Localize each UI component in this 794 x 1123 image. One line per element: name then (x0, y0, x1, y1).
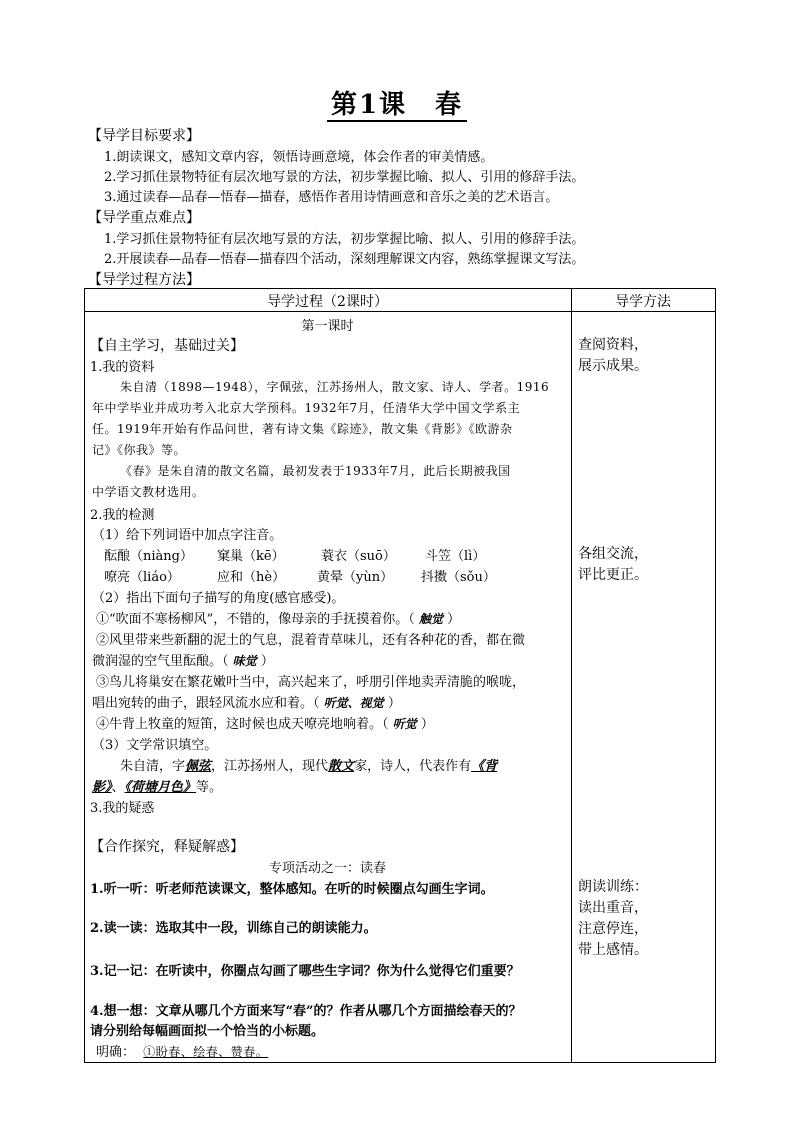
process-heading: 【导学过程方法】 (88, 272, 200, 288)
spring-line: 《春》是朱自清的散文名篇，最初发表于1933年7月，此后长期被我国 (120, 464, 511, 478)
keypoints-heading: 【导学重点难点】 (88, 210, 200, 226)
test-title: 2.我的检测 (90, 508, 155, 523)
question-2: （2）指出下面句子描写的角度(感官感受)。 (92, 591, 345, 606)
method-line: 注意停连， (578, 921, 648, 937)
table-left-border (84, 288, 85, 1063)
column-header-method: 导学方法 (615, 294, 671, 310)
keypoint-item: 2.开展读春—品春—悟春—描春四个活动，深刻理解课文内容，熟练掌握课文写法。 (104, 252, 585, 267)
keypoint-item: 1.学习抓住景物特征有层次地写景的方法，初步掌握比喻、拟人、引用的修辞手法。 (104, 232, 585, 247)
answer-courtesy-name: 佩弦 (185, 759, 212, 774)
answer-work-1a: 《背 (471, 759, 498, 774)
table-header-border (84, 311, 716, 312)
goal-item: 2.学习抓住景物特征有层次地写景的方法，初步掌握比喻、拟人、引用的修辞手法。 (104, 170, 585, 185)
page-title: 第1课 春 (0, 84, 794, 121)
bio-line: 年中学毕业并成功考入北京大学预科。1932年7月，任清华大学中国文学系主 (92, 401, 521, 415)
answer-hearing-sight: 听觉、视觉 (323, 696, 384, 710)
method-line: 读出重音， (578, 900, 648, 916)
pinyin-item: 酝酿（niàng） (104, 549, 193, 564)
lesson-label: 第一课时 (301, 319, 354, 334)
activity-item-1: 1.听一听：听老师范读课文，整体感知。在听的时候圈点勾画生字词。 (90, 882, 494, 897)
bio-line: 任。1919年开始有作品问世，著有诗文集《踪迹》，散文集《背影》《欧游杂 (92, 422, 513, 436)
activity-item-4a: 4.想一想：文章从哪几个方面来写“春”的？作者从哪几个方面描绘春天的？ (90, 1004, 522, 1019)
answer-work-2: 《荷塘月色》 (124, 780, 197, 795)
goals-heading: 【导学目标要求】 (88, 128, 200, 144)
clarification: 明确： ①盼春、绘春、赞春。 (96, 1045, 269, 1060)
literature-line-1: 朱自清，字佩弦，江苏扬州人，现代散文家，诗人，代表作有《背 (120, 759, 498, 774)
doubt-title: 3.我的疑惑 (90, 801, 155, 816)
goal-item: 1.朗读课文，感知文章内容，领悟诗画意境，体会作者的审美情感。 (104, 150, 494, 165)
method-line: 带上感情。 (578, 942, 648, 958)
pinyin-item: 斗笠（lì） (425, 549, 486, 564)
pinyin-item: 窠巢（kē） (217, 549, 285, 564)
table-bottom-border (84, 1062, 716, 1063)
pinyin-item: 蓑衣（suō） (321, 549, 396, 564)
bio-line: 记》《你我》等。 (92, 443, 187, 457)
method-line: 展示成果。 (578, 358, 648, 374)
sentence-3b: 唱出宛转的曲子，跟轻风流水应和着。（ 听觉、视觉 ） (92, 696, 401, 711)
activity-item-2: 2.读一读：选取其中一段，训练自己的朗读能力。 (90, 921, 377, 936)
table-right-border (715, 288, 716, 1063)
materials-title: 1.我的资料 (90, 360, 155, 375)
method-line: 评比更正。 (578, 567, 648, 583)
answer-smell: 味觉 (232, 654, 257, 668)
goal-item: 3.通过读春—品春—悟春—描春，感悟作者用诗情画意和音乐之美的艺术语言。 (104, 190, 559, 205)
method-line: 各组交流， (578, 546, 648, 562)
column-header-process: 导学过程（2课时） (267, 294, 388, 310)
method-line: 查阅资料， (578, 337, 648, 353)
sentence-2b: 微润湿的空气里酝酿。（ 味觉 ） (92, 654, 274, 669)
activity-item-3: 3.记一记：在听读中，你圈点勾画了哪些生字词？你为什么觉得它们重要？ (90, 964, 520, 979)
question-1: （1）给下列词语中加点字注音。 (92, 528, 283, 543)
answer-genre: 散文 (328, 759, 355, 774)
clarification-answer: ①盼春、绘春、赞春。 (143, 1045, 269, 1059)
pinyin-item: 应和（hè） (217, 570, 286, 585)
spring-line: 中学语文教材选用。 (92, 485, 205, 499)
sentence-4: ④牛背上牧童的短笛，这时候也成天嘹亮地响着。（ 听觉 ） (96, 717, 434, 732)
bio-line: 朱自清（1898—1948），字佩弦，江苏扬州人，散文家、诗人、学者。1916 (120, 380, 550, 394)
literature-line-2: 影》、《荷塘月色》等。 (92, 780, 223, 795)
sentence-2a: ②风里带来些新翻的泥土的气息，混着青草味儿，还有各种花的香，都在微 (96, 633, 526, 648)
answer-work-1b: 影》 (92, 780, 112, 795)
cooperation-heading: 【合作探究，释疑解惑】 (90, 839, 244, 855)
activity-title: 专项活动之一：读春 (268, 861, 386, 876)
self-study-heading: 【自主学习，基础过关】 (90, 338, 244, 354)
method-line: 朗读训练： (578, 879, 648, 895)
activity-item-4b: 请分别给每幅画面拟一个恰当的小标题。 (90, 1024, 325, 1039)
answer-touch: 触觉 (418, 612, 443, 626)
table-top-border (84, 288, 716, 289)
table-column-divider (571, 288, 572, 1063)
answer-hearing: 听觉 (392, 717, 417, 731)
pinyin-item: 黄晕（yùn） (317, 570, 394, 585)
question-3: （3）文学常识填空。 (92, 738, 218, 753)
pinyin-item: 嘹亮（liáo） (104, 570, 180, 585)
sentence-3a: ③鸟儿将巢安在繁花嫩叶当中，高兴起来了，呼朋引伴地卖弄清脆的喉咙， (96, 675, 526, 690)
sentence-1: ①“吹面不寒杨柳风”，不错的，像母亲的手抚摸着你。（ 触觉 ） (96, 612, 461, 627)
pinyin-item: 抖擞（sǒu） (421, 570, 496, 585)
